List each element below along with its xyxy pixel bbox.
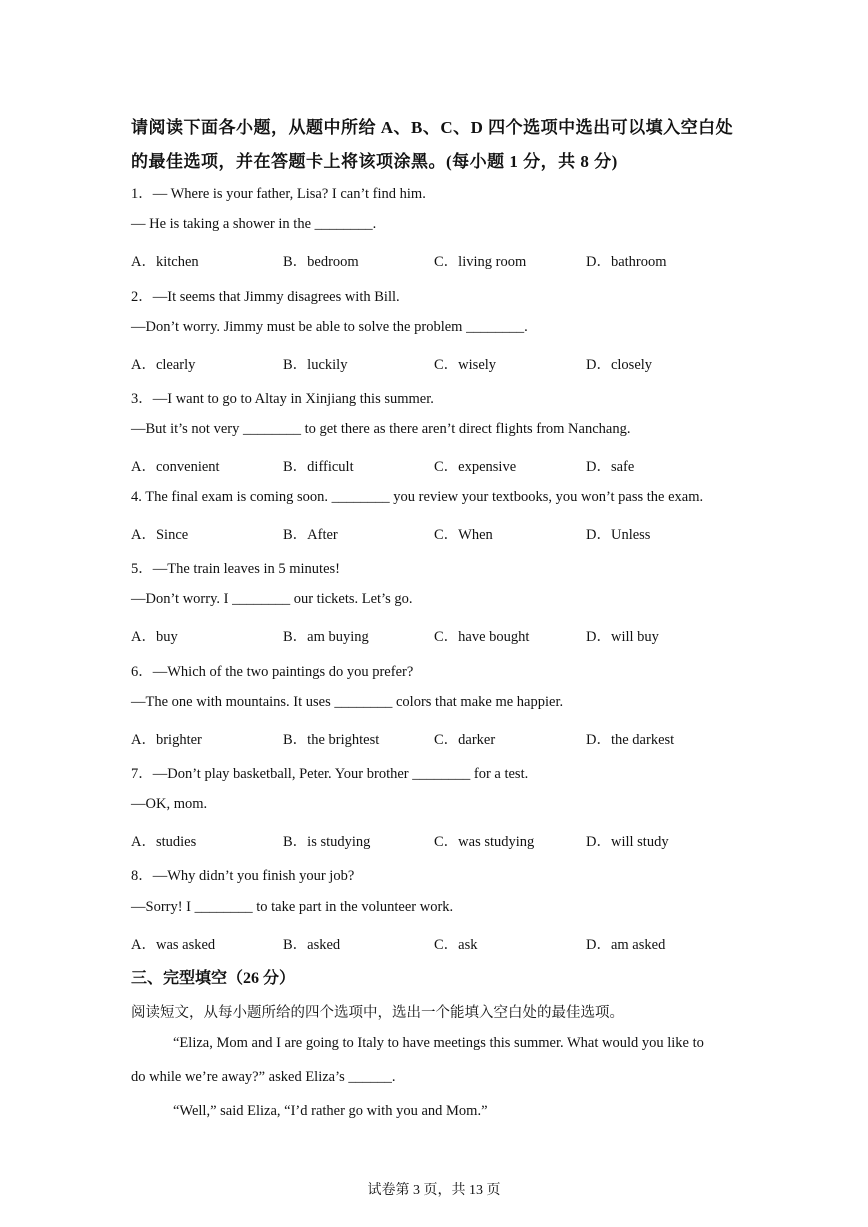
question-5-line-2: —Don’t worry. I ________ our tickets. Let’s go.: [131, 591, 413, 607]
question-6-line-1: 6．—Which of the two paintings do you prefer?: [131, 664, 414, 680]
option-d[interactable]: D．am asked: [586, 937, 666, 953]
option-b[interactable]: B．the brightest: [283, 732, 380, 748]
question-2-line-1: 2．—It seems that Jimmy disagrees with Bill.: [131, 289, 400, 305]
option-d[interactable]: D．safe: [586, 459, 635, 475]
option-c[interactable]: C．When: [434, 527, 493, 543]
page-footer: 试卷第 3 页，共 13 页: [367, 1183, 501, 1198]
instructions-line-2: 的最佳选项，并在答题卡上将该项涂黑。(每小题 1 分，共 8 分): [131, 152, 618, 171]
option-a[interactable]: A．buy: [131, 629, 178, 645]
option-d[interactable]: D．will study: [586, 834, 669, 850]
option-d[interactable]: D．bathroom: [586, 254, 667, 270]
option-a[interactable]: A．studies: [131, 834, 197, 850]
option-a[interactable]: A．was asked: [131, 937, 216, 953]
option-a[interactable]: A．kitchen: [131, 254, 199, 270]
passage-paragraph-2: “Well,” said Eliza, “I’d rather go with you and Mom.”: [173, 1103, 488, 1119]
option-a[interactable]: A．convenient: [131, 459, 220, 475]
option-d[interactable]: D．the darkest: [586, 732, 675, 748]
option-b[interactable]: B．asked: [283, 937, 341, 953]
option-c[interactable]: C．expensive: [434, 459, 517, 475]
question-3-line-1: 3．—I want to go to Altay in Xinjiang this summer.: [131, 391, 434, 407]
section-3-instruction: 阅读短文，从每小题所给的四个选项中，选出一个能填入空白处的最佳选项。: [131, 1005, 624, 1021]
option-c[interactable]: C．living room: [434, 254, 527, 270]
question-5-line-1: 5．—The train leaves in 5 minutes!: [131, 561, 340, 577]
question-3-line-2: —But it’s not very ________ to get there as there aren’t direct flights from Nanchang.: [131, 421, 631, 437]
option-d[interactable]: D．Unless: [586, 527, 651, 543]
section-3-title: 三、完型填空（26 分）: [131, 970, 296, 987]
option-b[interactable]: B．difficult: [283, 459, 354, 475]
option-d[interactable]: D．closely: [586, 357, 653, 373]
question-7-line-1: 7．—Don’t play basketball, Peter. Your brother ________ for a test.: [131, 766, 529, 782]
option-c[interactable]: C．ask: [434, 937, 478, 953]
passage-paragraph-1-line-1: “Eliza, Mom and I are going to Italy to have meetings this summer. What would you like to: [173, 1035, 704, 1051]
option-b[interactable]: B．bedroom: [283, 254, 359, 270]
option-c[interactable]: C．wisely: [434, 357, 497, 373]
question-2-line-2: —Don’t worry. Jimmy must be able to solve the problem ________.: [131, 319, 528, 335]
question-1-line-2: — He is taking a shower in the ________.: [131, 216, 377, 232]
question-8-line-1: 8．—Why didn’t you finish your job?: [131, 868, 355, 884]
instructions-line-1: 请阅读下面各小题，从题中所给 A、B、C、D 四个选项中选出可以填入空白处: [131, 118, 734, 137]
option-a[interactable]: A．Since: [131, 527, 189, 543]
option-b[interactable]: B．am buying: [283, 629, 369, 645]
option-a[interactable]: A．brighter: [131, 732, 202, 748]
option-c[interactable]: C．was studying: [434, 834, 535, 850]
option-b[interactable]: B．is studying: [283, 834, 371, 850]
option-b[interactable]: B．luckily: [283, 357, 348, 373]
question-1-line-1: 1．— Where is your father, Lisa? I can’t find him.: [131, 186, 426, 202]
option-d[interactable]: D．will buy: [586, 629, 659, 645]
question-4-line-1: 4. The final exam is coming soon. ________ you review your textbooks, you won’t pass the exam.: [131, 489, 704, 505]
option-b[interactable]: B．After: [283, 527, 338, 543]
option-c[interactable]: C．darker: [434, 732, 496, 748]
option-a[interactable]: A．clearly: [131, 357, 196, 373]
question-6-line-2: —The one with mountains. It uses ________ colors that make me happier.: [131, 694, 564, 710]
passage-paragraph-1-line-2: do while we’re away?” asked Eliza’s ______.: [131, 1069, 396, 1085]
question-7-line-2: —OK, mom.: [131, 796, 208, 812]
question-8-line-2: —Sorry! I ________ to take part in the volunteer work.: [131, 899, 454, 915]
option-c[interactable]: C．have bought: [434, 629, 530, 645]
